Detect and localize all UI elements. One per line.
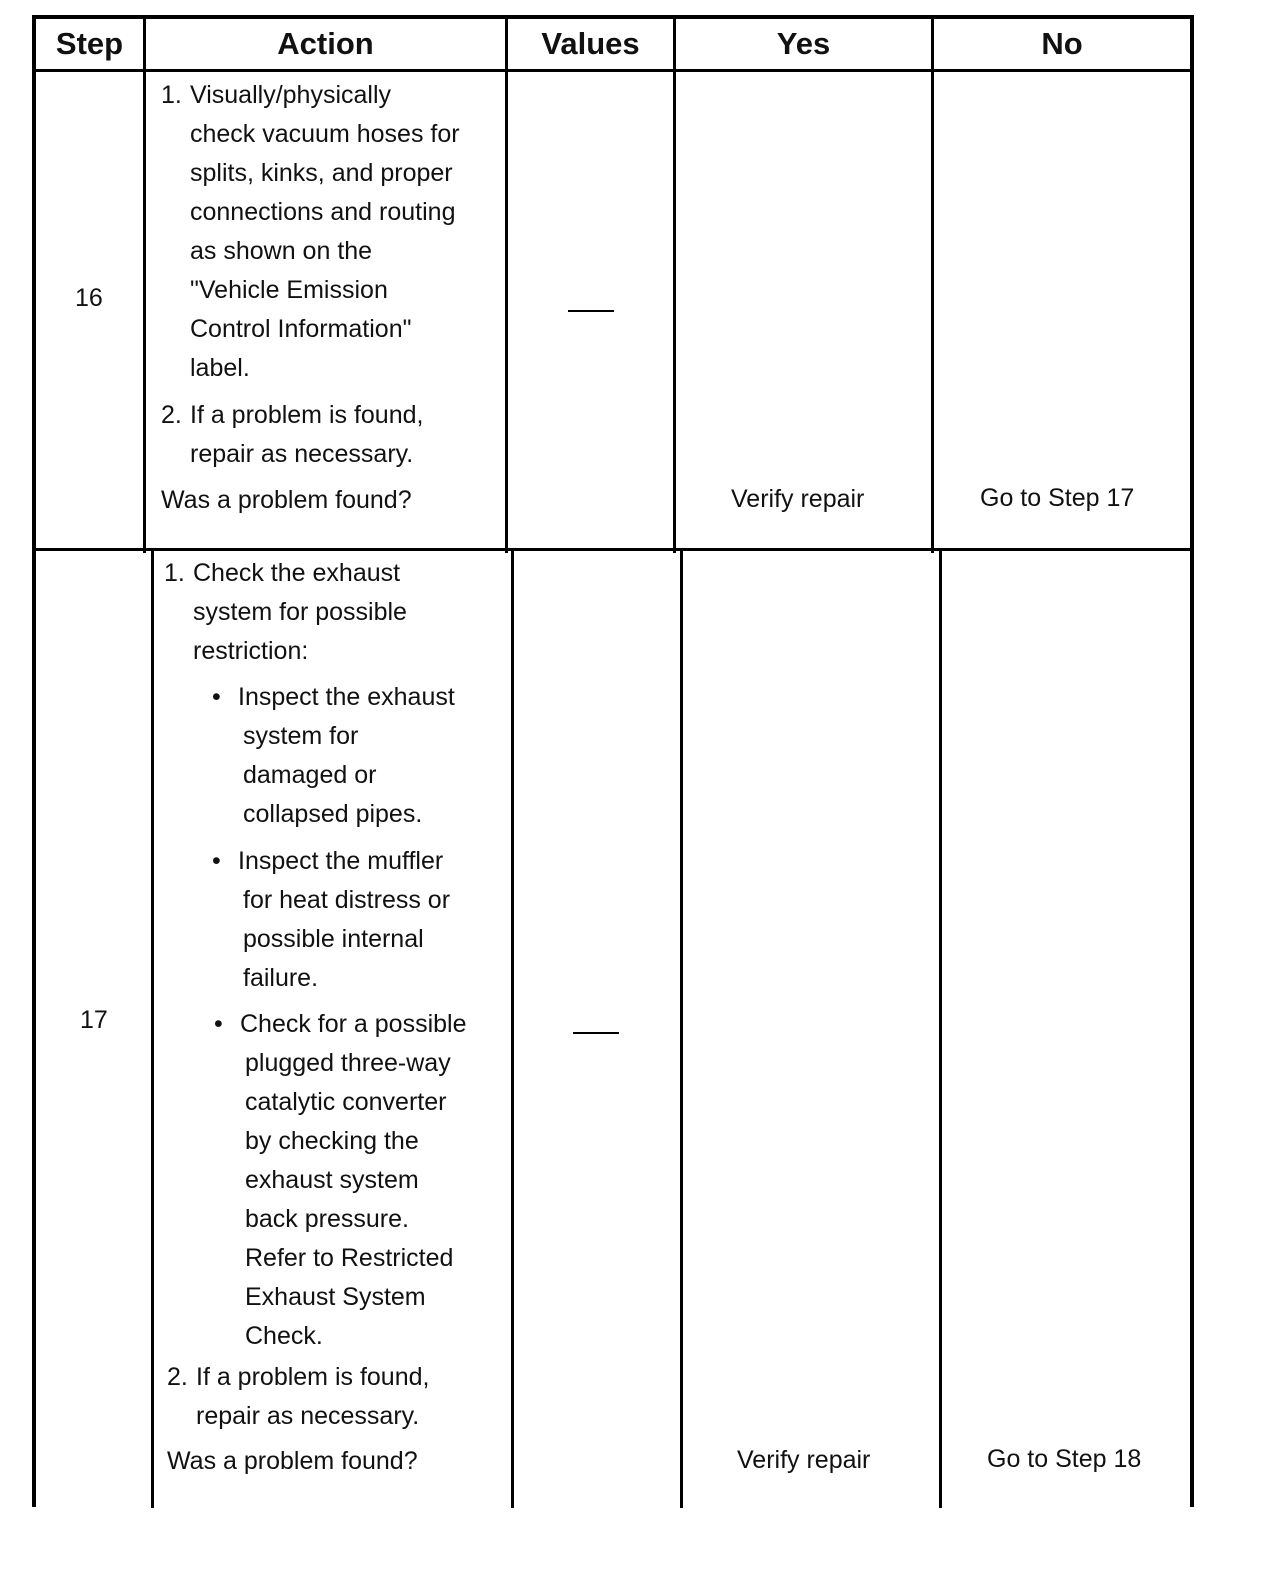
yes-result: Verify repair: [737, 1446, 871, 1474]
item-line: catalytic converter: [245, 1088, 447, 1116]
bullet-item: [212, 842, 502, 998]
question-text: Was a problem found?: [161, 486, 412, 514]
item-line: exhaust system: [245, 1166, 419, 1194]
item-line: Exhaust System: [245, 1283, 426, 1311]
item-marker: 2.: [161, 401, 182, 429]
action-item: [164, 554, 504, 671]
item-line: Inspect the muffler: [238, 847, 444, 875]
header-no: No: [1041, 26, 1083, 61]
item-line: system for possible: [193, 598, 407, 626]
item-line: "Vehicle Emission: [190, 276, 388, 304]
no-result: Go to Step 17: [980, 484, 1135, 512]
column-divider: [511, 550, 514, 1508]
action-item: [161, 396, 501, 474]
bullet-marker: •: [212, 847, 221, 875]
item-line: If a problem is found,: [196, 1363, 430, 1391]
item-line: Inspect the exhaust: [238, 683, 455, 711]
yes-result: Verify repair: [731, 485, 865, 513]
action-item: [161, 76, 501, 388]
item-line: repair as necessary.: [190, 440, 414, 468]
header-yes: Yes: [776, 26, 831, 61]
item-line: Check the exhaust: [193, 559, 401, 587]
item-line: collapsed pipes.: [243, 800, 423, 828]
item-marker: 1.: [161, 81, 182, 109]
question-text: Was a problem found?: [167, 1447, 418, 1475]
item-line: back pressure.: [245, 1205, 409, 1233]
value-dash: [568, 310, 614, 312]
bullet-marker: •: [212, 683, 221, 711]
item-marker: 1.: [164, 559, 185, 587]
item-line: failure.: [243, 964, 319, 992]
header-action: Action: [277, 26, 374, 61]
column-divider: [931, 17, 934, 553]
item-line: system for: [243, 722, 359, 750]
step-number: 17: [80, 1006, 108, 1034]
item-line: Check for a possible: [240, 1010, 467, 1038]
item-line: check vacuum hoses for: [190, 120, 460, 148]
header-divider: [32, 69, 1194, 72]
bullet-item: [214, 1005, 504, 1356]
item-line: plugged three-way: [245, 1049, 451, 1077]
column-divider: [143, 17, 146, 553]
header-step: Step: [55, 26, 124, 61]
value-dash: [573, 1032, 619, 1034]
no-result: Go to Step 18: [987, 1445, 1142, 1473]
item-line: If a problem is found,: [190, 401, 424, 429]
column-divider: [939, 550, 942, 1508]
bullet-item: [212, 678, 502, 834]
item-line: Control Information": [190, 315, 412, 343]
column-divider: [673, 17, 676, 553]
item-line: as shown on the: [190, 237, 373, 265]
item-line: restriction:: [193, 637, 309, 665]
column-divider: [505, 17, 508, 553]
item-line: Check.: [245, 1322, 323, 1350]
column-divider: [151, 550, 154, 1508]
item-marker: 2.: [167, 1363, 188, 1391]
column-divider: [680, 550, 683, 1508]
item-line: repair as necessary.: [196, 1402, 420, 1430]
bullet-marker: •: [214, 1010, 223, 1038]
action-item: [167, 1358, 507, 1436]
item-line: connections and routing: [190, 198, 456, 226]
item-line: label.: [190, 354, 250, 382]
step-number: 16: [75, 284, 103, 312]
item-line: splits, kinks, and proper: [190, 159, 453, 187]
item-line: damaged or: [243, 761, 377, 789]
item-line: by checking the: [245, 1127, 419, 1155]
item-line: possible internal: [243, 925, 424, 953]
item-line: for heat distress or: [243, 886, 451, 914]
item-line: Visually/physically: [190, 81, 392, 109]
row-divider: [32, 548, 1194, 551]
item-line: Refer to Restricted: [245, 1244, 454, 1272]
header-values: Values: [541, 26, 640, 61]
